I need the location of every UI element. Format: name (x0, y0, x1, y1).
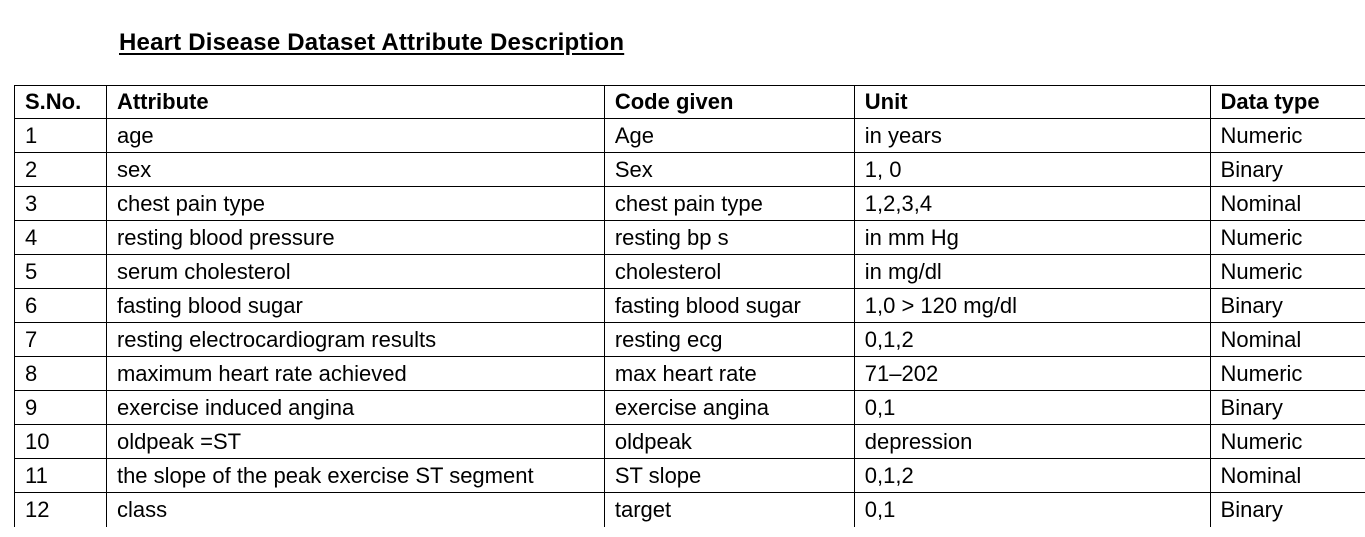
cell-data-type: Numeric (1210, 255, 1365, 289)
cell-sno: 1 (15, 119, 107, 153)
cell-attribute: exercise induced angina (106, 391, 604, 425)
table-row (15, 459, 1365, 493)
cell-attribute: age (106, 119, 604, 153)
cell-data-type: Binary (1210, 289, 1365, 323)
cell-data-type: Nominal (1210, 459, 1365, 493)
cell-code-given: max heart rate (604, 357, 854, 391)
cell-code-given: Sex (604, 153, 854, 187)
page-title: Heart Disease Dataset Attribute Description (119, 29, 625, 56)
cell-code-given: resting bp s (604, 221, 854, 255)
cell-unit: 0,1 (854, 493, 1210, 527)
cell-code-given: target (604, 493, 854, 527)
cell-unit: 0,1 (854, 391, 1210, 425)
cell-sno: 7 (15, 323, 107, 357)
cell-unit: depression (854, 425, 1210, 459)
cell-data-type: Numeric (1210, 357, 1365, 391)
cell-attribute: oldpeak =ST (106, 425, 604, 459)
cell-attribute: fasting blood sugar (106, 289, 604, 323)
cell-attribute: chest pain type (106, 187, 604, 221)
cell-sno: 12 (15, 493, 107, 527)
cell-unit: in mm Hg (854, 221, 1210, 255)
cell-sno: 4 (15, 221, 107, 255)
table-row (15, 323, 1365, 357)
cell-data-type: Nominal (1210, 187, 1365, 221)
cell-code-given: ST slope (604, 459, 854, 493)
cell-code-given: chest pain type (604, 187, 854, 221)
cell-code-given: oldpeak (604, 425, 854, 459)
cell-attribute: class (106, 493, 604, 527)
cell-data-type: Numeric (1210, 221, 1365, 255)
table-row (15, 187, 1365, 221)
table-row (15, 221, 1365, 255)
attribute-table (14, 85, 1365, 527)
cell-data-type: Binary (1210, 391, 1365, 425)
table-row (15, 493, 1365, 527)
cell-sno: 2 (15, 153, 107, 187)
cell-unit: 0,1,2 (854, 459, 1210, 493)
table-row (15, 391, 1365, 425)
cell-attribute: resting blood pressure (106, 221, 604, 255)
header-attribute: Attribute (106, 86, 604, 119)
header-unit: Unit (854, 86, 1210, 119)
cell-attribute: sex (106, 153, 604, 187)
cell-sno: 6 (15, 289, 107, 323)
cell-attribute: serum cholesterol (106, 255, 604, 289)
cell-attribute: the slope of the peak exercise ST segment (106, 459, 604, 493)
header-code-given: Code given (604, 86, 854, 119)
table-row (15, 255, 1365, 289)
cell-sno: 3 (15, 187, 107, 221)
cell-sno: 8 (15, 357, 107, 391)
cell-sno: 11 (15, 459, 107, 493)
cell-data-type: Numeric (1210, 425, 1365, 459)
cell-code-given: Age (604, 119, 854, 153)
table-row (15, 289, 1365, 323)
cell-unit: 1, 0 (854, 153, 1210, 187)
table-row (15, 153, 1365, 187)
table-body (15, 119, 1365, 527)
cell-data-type: Numeric (1210, 119, 1365, 153)
header-sno: S.No. (15, 86, 107, 119)
cell-code-given: resting ecg (604, 323, 854, 357)
cell-unit: 71–202 (854, 357, 1210, 391)
cell-code-given: exercise angina (604, 391, 854, 425)
cell-data-type: Nominal (1210, 323, 1365, 357)
cell-code-given: cholesterol (604, 255, 854, 289)
cell-attribute: resting electrocardiogram results (106, 323, 604, 357)
header-data-type: Data type (1210, 86, 1365, 119)
cell-unit: in years (854, 119, 1210, 153)
table-row (15, 425, 1365, 459)
cell-data-type: Binary (1210, 493, 1365, 527)
cell-unit: in mg/dl (854, 255, 1210, 289)
cell-sno: 5 (15, 255, 107, 289)
table-row (15, 119, 1365, 153)
cell-unit: 1,0 > 120 mg/dl (854, 289, 1210, 323)
cell-sno: 10 (15, 425, 107, 459)
cell-attribute: maximum heart rate achieved (106, 357, 604, 391)
cell-data-type: Binary (1210, 153, 1365, 187)
cell-code-given: fasting blood sugar (604, 289, 854, 323)
cell-unit: 1,2,3,4 (854, 187, 1210, 221)
cell-unit: 0,1,2 (854, 323, 1210, 357)
table-header-row (15, 86, 1365, 119)
table-row (15, 357, 1365, 391)
cell-sno: 9 (15, 391, 107, 425)
